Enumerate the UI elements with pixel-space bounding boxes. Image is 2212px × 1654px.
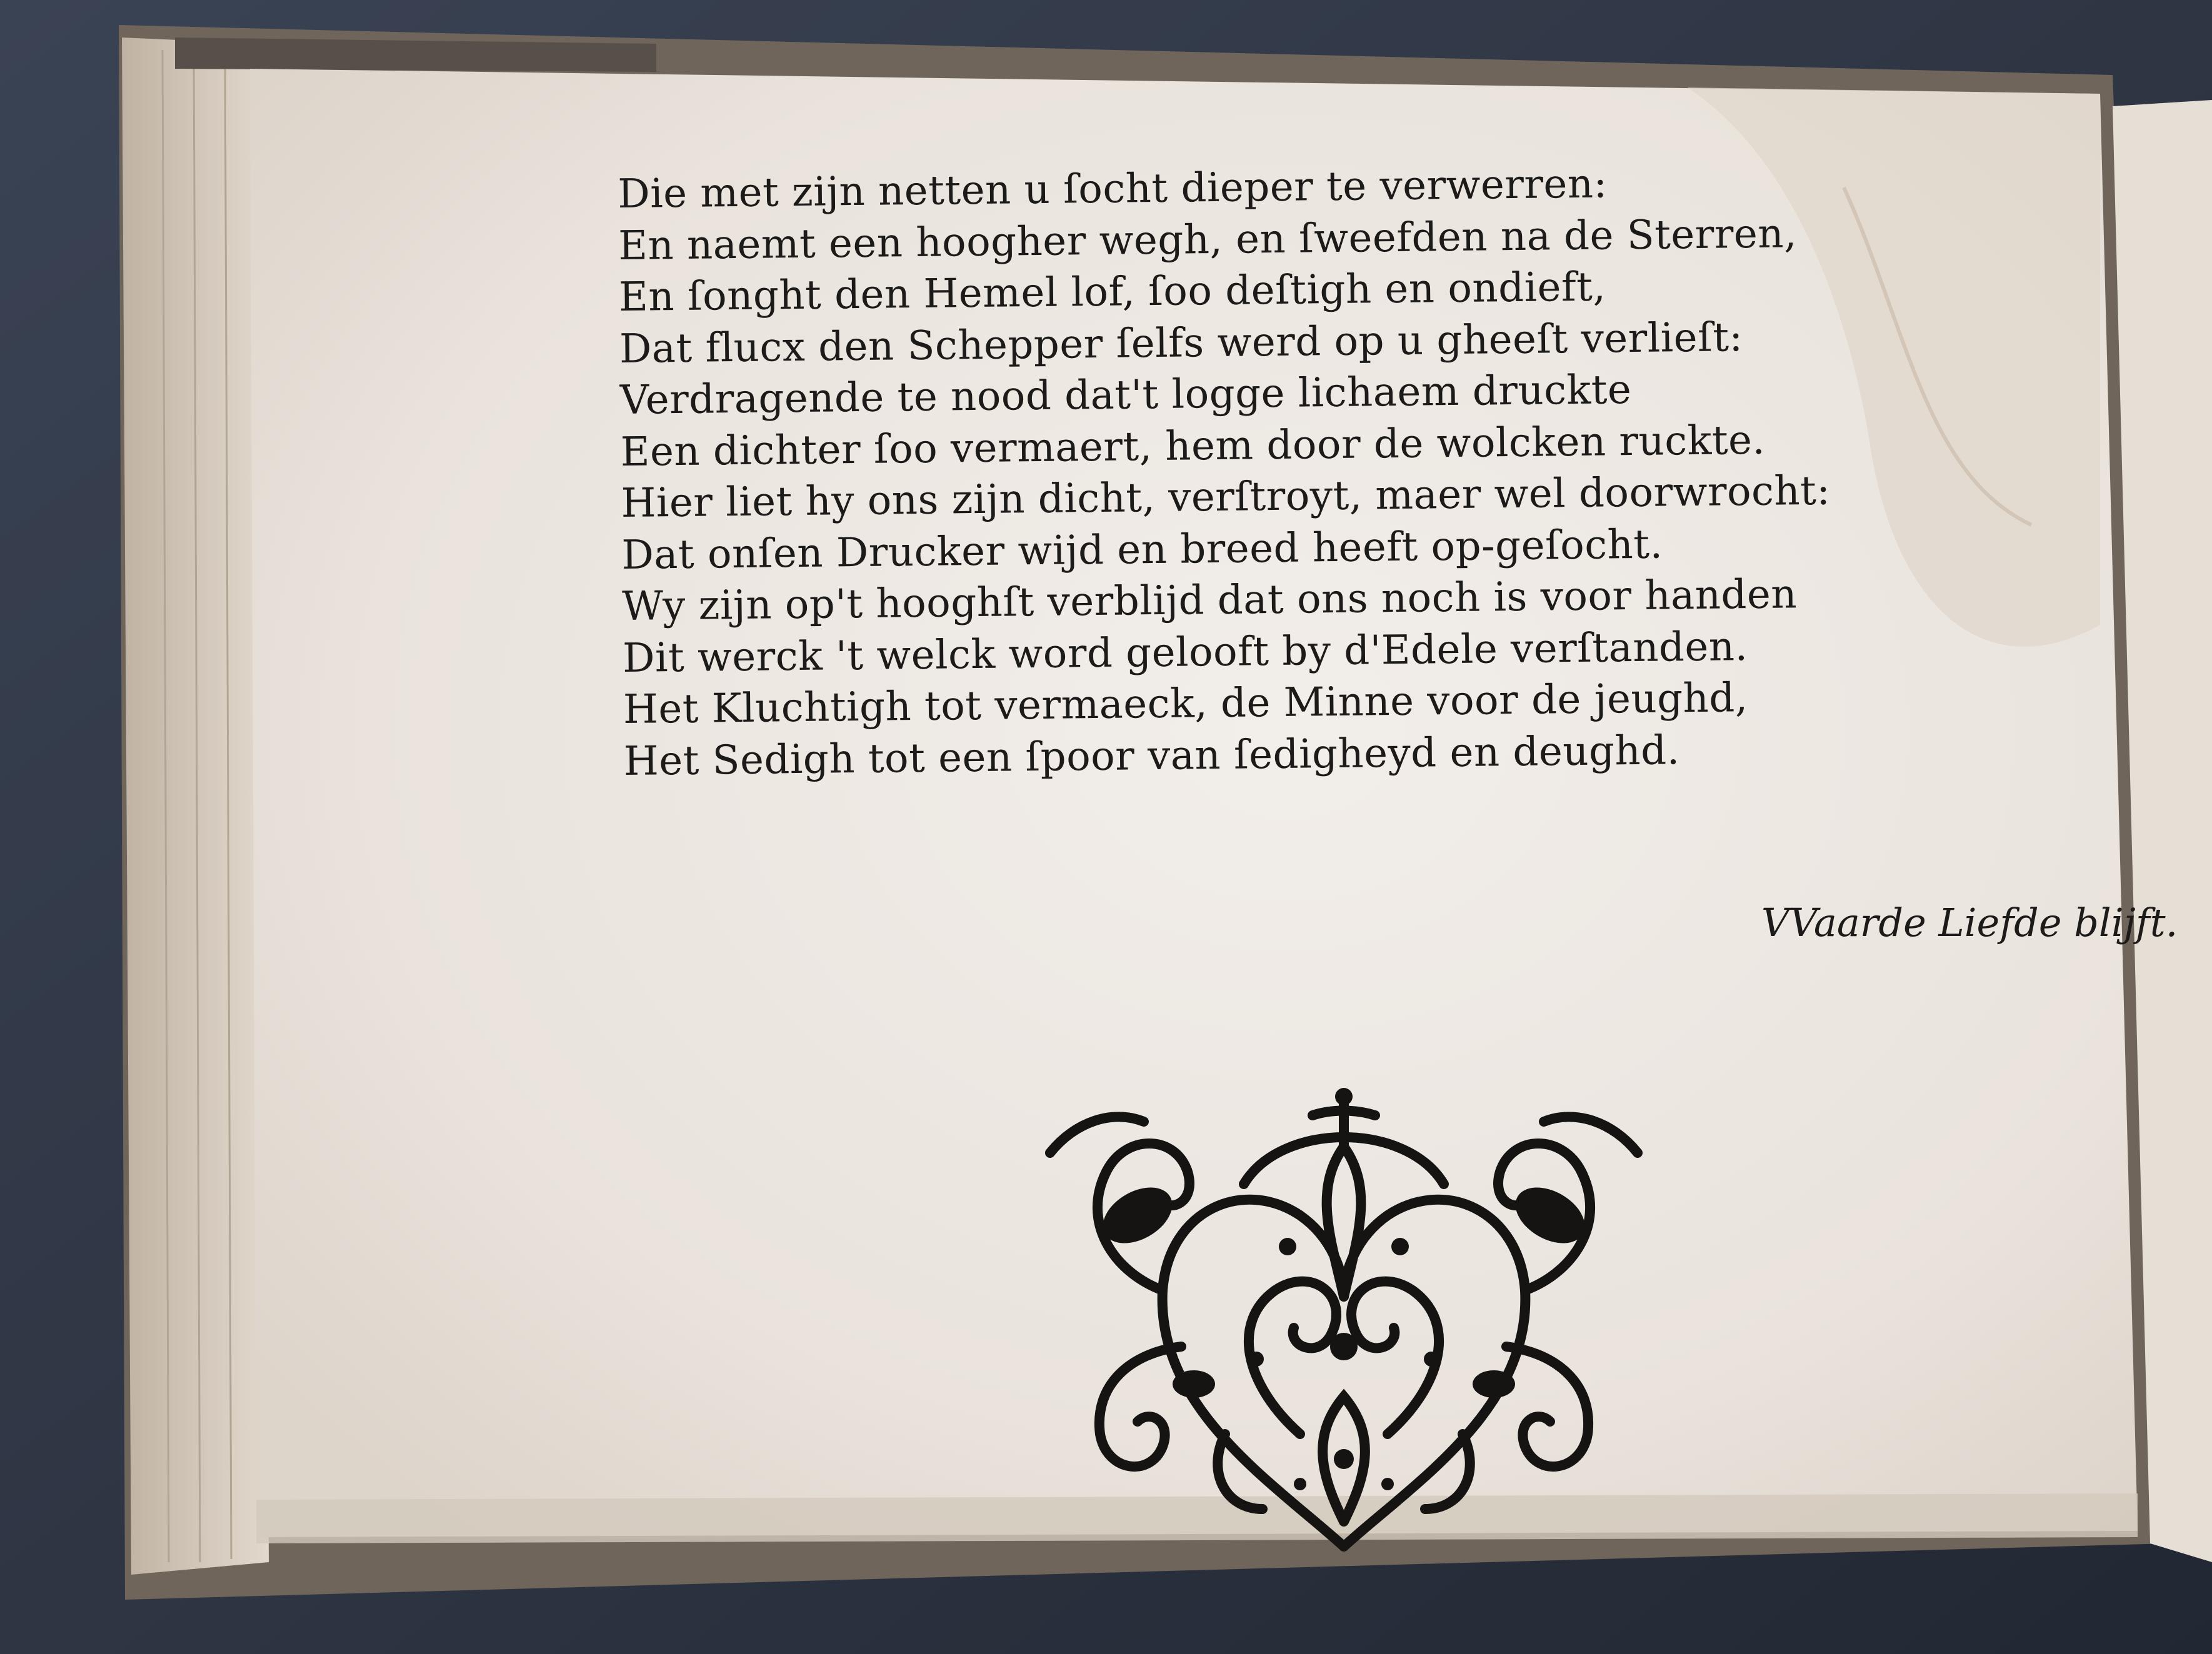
- verse-line: Het Kluchtigh tot vermaeck, de Minne voor de jeughd,: [623, 675, 1748, 733]
- verse-line: Dat flucx den Schepper ſelfs werd op u gheeſt verlieſt:: [619, 314, 1743, 372]
- verse-block: [618, 154, 1968, 787]
- motto-signature: VVaarde Liefde blijft.: [1761, 900, 2178, 945]
- verse-line: Dat onſen Drucker wijd en breed heeft op-geſocht.: [621, 521, 1663, 579]
- verse-line: Dit werck 't welck word gelooft by d'Edele verſtanden.: [622, 623, 1748, 682]
- verse-line: En naemt een hoogher wegh, en ſweefden na de Sterren,: [618, 210, 1798, 269]
- verse-line: Die met zijn netten u ſocht dieper te verwerren:: [618, 161, 1608, 217]
- verse-line: Het Sedigh tot een ſpoor van ſedigheyd en deughd.: [623, 727, 1680, 785]
- verse-line: Hier liet hy ons zijn dicht, verſtroyt, maer wel doorwrocht:: [621, 467, 1831, 527]
- floral-ornament-icon: [1038, 1084, 1650, 1559]
- verse-line: Verdragende te nood dat't logge lichaem druckte: [619, 367, 1632, 424]
- verse-line: Een dichter ſoo vermaert, hem door de wolcken ruckte.: [620, 417, 1766, 476]
- verse-line: Wy zijn op't hooghſt verblijd dat ons noch is voor handen: [621, 571, 1798, 630]
- verse-line: En ſonght den Hemel lof, ſoo deſtigh en ondieft,: [618, 264, 1606, 321]
